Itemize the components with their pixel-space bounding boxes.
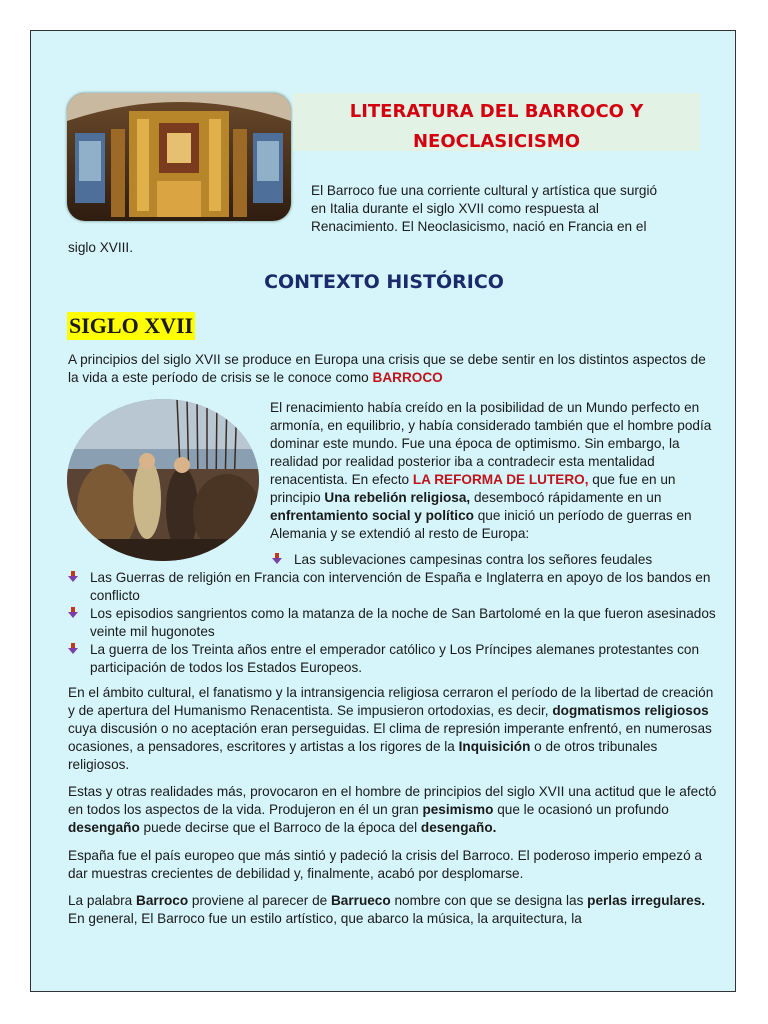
paragraph-pesimismo — [68, 783, 718, 837]
title-box — [293, 93, 700, 151]
barroco-bold: Barroco — [136, 893, 189, 908]
para2-text-1: El renacimiento había creído en la posibilidad de un Mundo perfecto en armonía, en equilibrio, y había considerado también que el hombre podía dominar este mundo. Fue una época de optimismo. Sin embargo, la realidad por realidad posterior iba a contradecir esta mentalidad renacentista. En efecto — [270, 400, 712, 487]
para4-text-3: puede decirse que el Barroco de la época del — [139, 820, 421, 835]
section-heading: SIGLO XVII — [69, 313, 194, 338]
intro-text-continuation: siglo XVIII. — [68, 240, 133, 255]
bullet-list — [90, 569, 720, 677]
para4-text-2: que le ocasionó un profundo — [493, 802, 669, 817]
para2-text-2: que fue en un principio — [270, 472, 676, 505]
breda-painting-image — [67, 399, 259, 561]
barrueco-bold: Barrueco — [330, 893, 391, 908]
paragraph-espana: España fue el país europeo que más sintió y padeció la crisis del Barroco. El poderoso imperio empezó a dar muestras crecientes de debilidad y, finalmente, acabó por desplomarse. — [68, 848, 702, 881]
para3-text-1: En el ámbito cultural, el fanatismo y la intransigencia religiosa cerraron el período de la libertad de creación y de apertura del Humanismo Renacentista. Se impusieron ortodoxias, es decir, — [68, 685, 714, 718]
perlas-bold: perlas irregulares. — [587, 893, 706, 908]
para6-text-4: En general, El Barroco fue un estilo artístico, que abarco la música, la arquitectura, la — [68, 911, 582, 926]
para2-text-3: desembocó rápidamente en un — [470, 490, 662, 505]
desengano-bold-2: desengaño. — [420, 820, 497, 835]
para3-text-3: o de otros tribunales religiosos. — [68, 739, 658, 772]
pesimismo-bold: pesimismo — [422, 802, 494, 817]
document-page — [30, 30, 736, 992]
bullet-text: La guerra de los Treinta años entre el emperador católico y Los Príncipes alemanes protestantes con participación de todos los Estados Europeos. — [90, 642, 700, 675]
context-heading: CONTEXTO HISTÓRICO — [264, 271, 504, 293]
paragraph-renacimiento — [270, 399, 714, 543]
para2-text-4: que inició un período de guerras en Alemania y se extendió al resto de Europa: — [270, 508, 692, 541]
bullet-text: Las Guerras de religión en Francia con intervención de España e Inglaterra en apoyo de los bandos en conflicto — [90, 570, 711, 603]
page-title-line1: LITERATURA DEL BARROCO Y — [349, 101, 644, 122]
para1-text: A principios del siglo XVII se produce en Europa una crisis que se debe sentir en los distintos aspectos de la vida a este período de crisis se le conoce como — [68, 352, 706, 385]
rebelion-religiosa-bold: Una rebelión religiosa, — [324, 490, 471, 505]
dogmatismos-bold: dogmatismos religiosos — [552, 703, 709, 718]
paragraph-intro-crisis — [68, 351, 718, 387]
para6-text-2: proviene al parecer de — [188, 893, 331, 908]
desengano-bold: desengaño — [68, 820, 140, 835]
list-item — [90, 641, 720, 677]
arrow-down-bullet-icon — [68, 571, 78, 583]
paragraph-palabra-barroco — [68, 892, 718, 928]
bullet-list-first — [294, 551, 714, 569]
inquisicion-bold: Inquisición — [458, 739, 531, 754]
para3-text-2: cuya discusión o no aceptación eran perseguidas. El clima de represión imperante enfrentó, en numerosas ocasiones, a pensadores, escritores y artistas a los rigores de la — [68, 721, 712, 754]
list-item — [294, 551, 714, 569]
arrow-down-bullet-icon — [272, 553, 282, 565]
arrow-down-bullet-icon — [68, 607, 78, 619]
para6-text-1: La palabra — [68, 893, 137, 908]
enfrentamiento-bold: enfrentamiento social y político — [270, 508, 474, 523]
barroco-highlight: BARROCO — [372, 370, 443, 385]
list-item — [90, 569, 720, 605]
paragraph-ambito-cultural — [68, 684, 718, 774]
arrow-down-bullet-icon — [68, 643, 78, 655]
para6-text-3: nombre con que se designa las — [390, 893, 588, 908]
bullet-text: Los episodios sangrientos como la matanza de la noche de San Bartolomé en la que fueron asesinados veinte mil hugonotes — [90, 606, 716, 639]
bullet-text: Las sublevaciones campesinas contra los señores feudales — [294, 552, 653, 567]
intro-text: El Barroco fue una corriente cultural y artística que surgió en Italia durante el siglo XVII como respuesta al Renacimiento. El Neoclasicismo, nació en Francia en el — [311, 183, 658, 234]
church-altar-image — [67, 93, 291, 221]
para4-text-1: Estas y otras realidades más, provocaron en el hombre de principios del siglo XVII una actitud que le afectó en todos los aspectos de la vida. Produjeron en él un gran — [68, 784, 717, 817]
reforma-lutero-highlight: LA REFORMA DE LUTERO, — [412, 472, 589, 487]
page-title-line2: NEOCLASICISMO — [412, 131, 581, 152]
list-item — [90, 605, 720, 641]
